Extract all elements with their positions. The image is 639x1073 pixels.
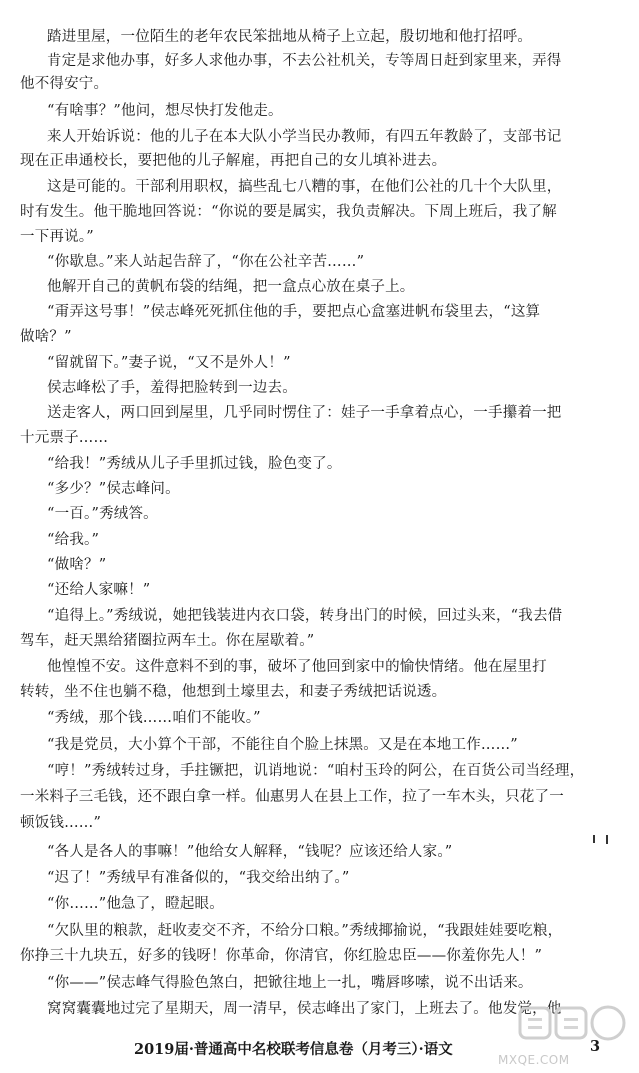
scan-speck (593, 835, 595, 843)
paragraph-line: 窝窝囊囊地过完了星期天，周一清早，侯志峰出了家门，上班去了。他发觉，他 (47, 1001, 562, 1017)
paragraph-line: 驾车，赶天黑给猪圈拉两车土。你在屋歇着。” (20, 633, 315, 649)
paragraph-line: 你挣三十九块五，好多的钱呀！你革命，你清官，你红脸忠臣——你羞你先人！” (20, 948, 543, 964)
paragraph-line: “给我！”秀绒从儿子手里抓过钱，脸色变了。 (47, 456, 342, 472)
paragraph-line: “做啥？” (47, 557, 107, 573)
paragraph-line: “你——”侯志峰气得脸色煞白，把锨往地上一扎，嘴唇哆嗦，说不出话来。 (47, 975, 533, 991)
paragraph-line: “我是党员，大小算个干部，不能往自个脸上抹黑。又是在本地工作……” (47, 737, 518, 753)
paragraph-line: “追得上。”秀绒说，她把钱装进内衣口袋，转身出门的时候，回过头来，“我去借 (47, 608, 563, 624)
paragraph-line: “你歇息。”来人站起告辞了，“你在公社辛苦……” (47, 254, 365, 270)
paragraph-line: 时有发生。他干脆地回答说：“你说的要是属实，我负责解决。下周上班后，我了解 (20, 204, 557, 220)
paragraph-line: “多少？”侯志峰问。 (47, 481, 180, 497)
paragraph-line: 做啥？” (20, 329, 72, 345)
paragraph-line: 转转，坐不住也躺不稳，他想到土壕里去，和妻子秀绒把话说透。 (20, 684, 447, 700)
paragraph-line: 来人开始诉说：他的儿子在本大队小学当民办教师，有四五年教龄了，支部书记 (47, 129, 562, 145)
paragraph-line: 肯定是求他办事，好多人求他办事，不去公社机关，专等周日赶到家里来，弄得 (47, 53, 562, 69)
paragraph-line: 现在正串通校长，要把他的儿子解雇，再把自己的女儿填补进去。 (20, 153, 447, 169)
paragraph-line: 他不得安宁。 (20, 76, 109, 92)
paragraph-line: “一百。”秀绒答。 (47, 506, 158, 522)
paragraph-line: “欠队里的粮款，赶收麦交不齐，不给分口粮。”秀绒揶揄说，“我跟娃娃要吃粮， (47, 923, 563, 939)
paragraph-line: “你……”他急了，瞪起眼。 (47, 896, 224, 912)
paragraph-line: 一米料子三毛钱，还不跟白拿一样。仙惠男人在县上工作，拉了一车木头，只花了一 (20, 789, 564, 805)
paragraph-line: 一下再说。” (20, 229, 94, 245)
paragraph-line: 这是可能的。干部利用职权，搞些乱七八糟的事，在他们公社的几十个大队里， (47, 179, 562, 195)
scan-speck (606, 835, 608, 844)
paragraph-line: 顿饭钱……” (20, 815, 102, 831)
paragraph-line: “甭弄这号事！”侯志峰死死抓住他的手，要把点心盒塞进帆布袋里去，“这算 (47, 304, 541, 320)
paragraph-line: “留就留下。”妻子说，“又不是外人！” (47, 355, 291, 371)
paragraph-line: 踏进里屋，一位陌生的老年农民笨拙地从椅子上立起，殷切地和他打招呼。 (47, 29, 533, 45)
paragraph-line: “还给人家嘛！” (47, 582, 151, 598)
paragraph-line: 十元票子…… (20, 430, 109, 446)
paragraph-line: “有啥事？”他问，想尽快打发他走。 (47, 103, 283, 119)
paragraph-line: 送走客人，两口回到屋里，几乎同时愣住了：娃子一手拿着点心，一手攥着一把 (47, 405, 562, 421)
footer-title: 2019届·普通高中名校联考信息卷（月考三）·语文 (134, 1041, 453, 1058)
paragraph-line: 他解开自己的黄帆布袋的结绳，把一盒点心放在桌子上。 (47, 279, 415, 295)
paragraph-line: 侯志峰松了手，羞得把脸转到一边去。 (47, 380, 297, 396)
paragraph-line: “各人是各人的事嘛！”他给女人解释，“钱呢？应该还给人家。” (47, 844, 453, 860)
paragraph-line: “秀绒，那个钱……咱们不能收。” (47, 710, 261, 726)
paragraph-line: “迟了！”秀绒早有准备似的，“我交给出纳了。” (47, 870, 350, 886)
paragraph-line: 他惶惶不安。这件意料不到的事，破坏了他回到家中的愉快情绪。他在屋里打 (47, 659, 547, 675)
page-number: 3 (590, 1038, 601, 1055)
watermark-url: MXQE.COM (498, 1053, 570, 1067)
paragraph-line: “哼！”秀绒转过身，手拄镢把，讥诮地说：“咱村玉玲的阿公，在百货公司当经理， (47, 763, 585, 779)
paragraph-line: “给我。” (47, 532, 100, 548)
